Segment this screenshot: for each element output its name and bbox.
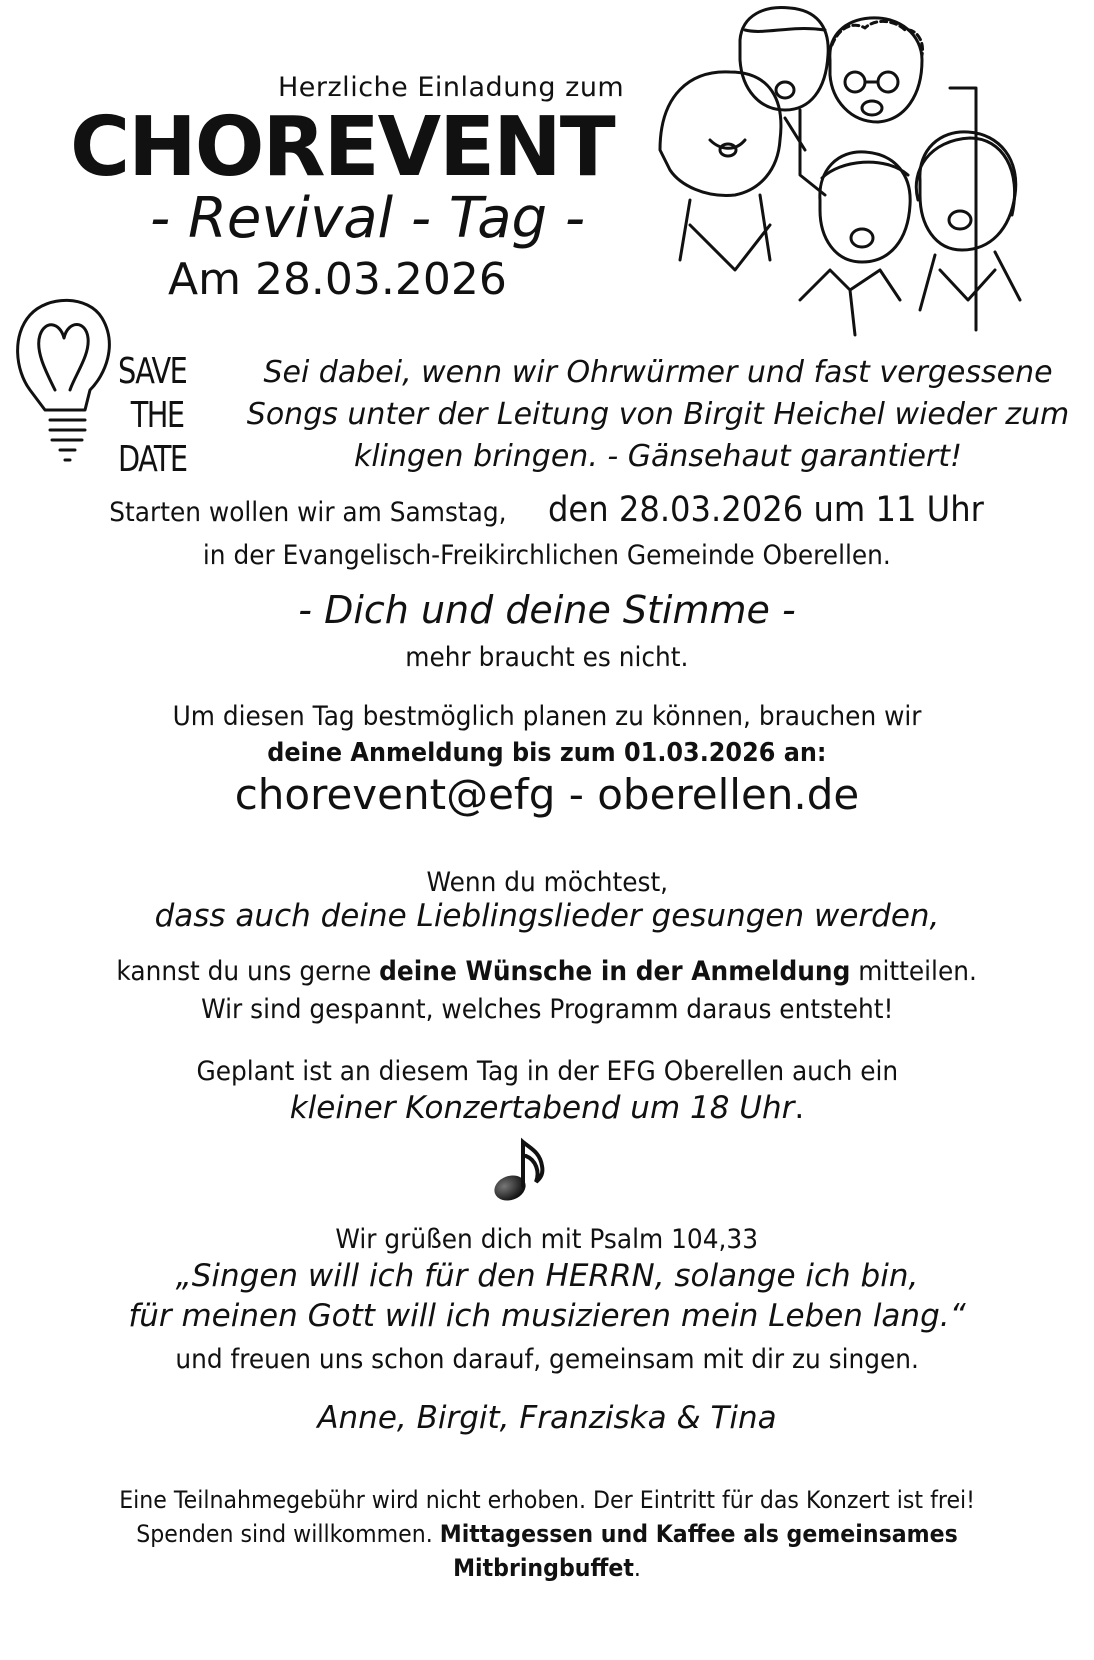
concert-line1: Geplant ist an diesem Tag in der EFG Oberellen auch ein	[196, 1056, 898, 1087]
registration-email[interactable]: chorevent@efg - oberellen.de	[234, 770, 860, 819]
lightbulb-heart-icon	[10, 290, 120, 470]
save-the-date	[118, 350, 198, 482]
singer-man-top	[740, 7, 828, 110]
wishes-line2: dass auch deine Lieblingslieder gesungen werden,	[154, 898, 940, 934]
event-date: Am 28.03.2026	[168, 254, 507, 305]
footer-line2-bold: Mittagessen und Kaffee als gemeinsames Mitbringbuffet	[439, 1520, 958, 1582]
wishes-line3-prefix: kannst du uns gerne	[116, 956, 372, 987]
registration-line1: Um diesen Tag bestmöglich planen zu können, brauchen wir	[172, 701, 922, 732]
greeting-line1: Wir grüßen dich mit Psalm 104,33	[335, 1224, 759, 1255]
wishes-line3-bold: deine Wünsche in der Anmeldung	[379, 956, 851, 987]
greeting-line2: und freuen uns schon darauf, gemeinsam mit dir zu singen.	[175, 1344, 919, 1375]
date-word: DATE	[118, 439, 187, 480]
event-title: CHOREVENT	[70, 100, 614, 195]
music-note-icon	[490, 1136, 550, 1206]
choir-illustration	[650, 0, 1090, 340]
footer-line2-suffix: .	[633, 1554, 641, 1582]
concert-line2: kleiner Konzertabend um 18 Uhr	[289, 1090, 795, 1126]
concert-line2-suffix: .	[794, 1090, 805, 1126]
psalm-quote-line2: für meinen Gott will ich musizieren mein Leben lang.“	[128, 1298, 966, 1334]
voice-sub: mehr braucht es nicht.	[405, 642, 689, 673]
wishes-line3-suffix: mitteilen.	[858, 956, 978, 987]
registration-deadline: deine Anmeldung bis zum 01.03.2026 an:	[267, 738, 827, 768]
wishes-line1: Wenn du möchtest,	[426, 867, 668, 898]
voice-headline: - Dich und deine Stimme -	[298, 588, 796, 632]
singer-woman-curly	[830, 18, 922, 122]
intro-paragraph: Sei dabei, wenn wir Ohrwürmer und fast vergessene Songs unter der Leitung von Birgit Heichel wieder zum klingen bringen. - Gänsehaut garantiert!	[246, 355, 1070, 474]
start-prefix: Starten wollen wir am Samstag,	[108, 497, 507, 528]
start-info	[0, 490, 1094, 576]
footer-line2-prefix: Spenden sind willkommen.	[136, 1520, 433, 1548]
footer-line1: Eine Teilnahmegebühr wird nicht erhoben. Der Eintritt für das Konzert ist frei!	[119, 1486, 975, 1514]
event-subtitle: - Revival - Tag -	[150, 186, 586, 251]
signature: Anne, Birgit, Franziska & Tina	[317, 1400, 777, 1436]
psalm-quote-line1: „Singen will ich für den HERRN, solange ich bin,	[175, 1258, 919, 1294]
wishes-line4: Wir sind gespannt, welches Programm daraus entsteht!	[200, 994, 894, 1025]
start-location: in der Evangelisch-Freikirchlichen Gemeinde Oberellen.	[203, 540, 891, 571]
save-word: SAVE	[118, 351, 187, 392]
the-word: THE	[130, 395, 184, 436]
singer-woman-left	[660, 72, 781, 196]
start-date-time: den 28.03.2026 um 11 Uhr	[547, 490, 984, 530]
invitation-intro: Herzliche Einladung zum	[278, 72, 625, 103]
